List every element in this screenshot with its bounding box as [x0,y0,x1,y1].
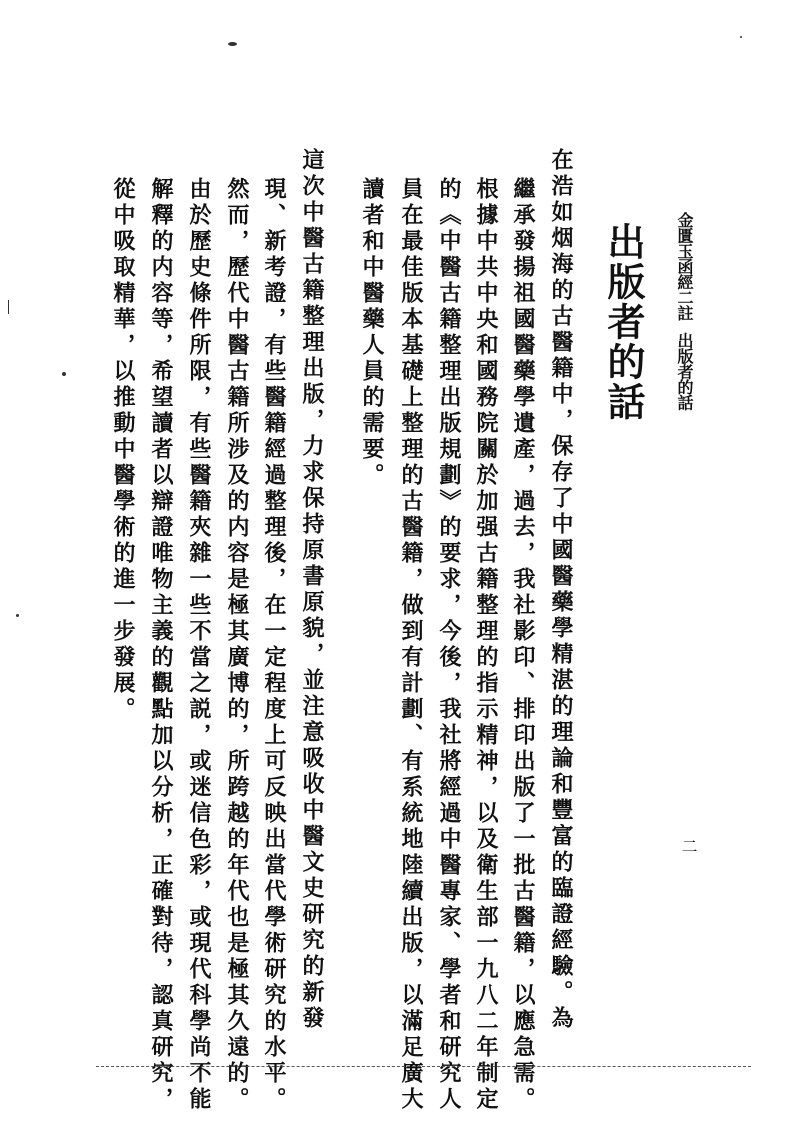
header-book-title: 金匱玉函經二註 [675,212,694,321]
body-line: 的《中醫古籍整理出版規劃》的要求，今後，我社將經過中醫專家、學者和研究人 [436,177,462,1113]
scan-speck [740,36,742,38]
scan-speck [62,372,66,376]
body-line: 然而，歷代中醫古籍所涉及的内容是極其廣博的，所跨越的年代也是極其久遠的。 [224,177,250,1113]
scan-speck [16,614,19,617]
body-line: 在浩如烟海的古醫籍中，保存了中國醫藥學精湛的理論和豐富的臨證經驗。為 [548,148,574,1032]
header-section-title: 出版者的話 [675,332,694,410]
body-line: 現、新考證，有些醫籍經過整理後，在一定程度上可反映出當代學術研究的水平。 [261,177,287,1113]
body-line: 根據中共中央和國務院關於加强古籍整理的指示精神，以及衛生部一九八二年制定 [473,177,499,1113]
body-line: 解釋的内容等，希望讀者以辯證唯物主義的觀點加以分析，正確對待，認真研究， [148,177,174,1113]
page-number: 二 [679,838,698,854]
running-header [676,212,692,410]
body-line: 由於歷史條件所限，有些醫籍夾雜一些不當之説，或迷信色彩，或現代科學尚不能 [186,177,212,1113]
body-line: 這次中醫古籍整理出版，力求保持原書原貌，並注意吸收中醫文史研究的新發 [299,148,325,1032]
body-line: 從中吸取精華，以推動中醫學術的進一步發展。 [110,177,136,723]
scan-speck [8,300,9,314]
page-title: 出版者的話 [601,222,646,422]
body-line: 讀者和中醫藥人員的需要。 [359,177,385,489]
body-line: 繼承發揚祖國醫藥學遺產，過去，我社影印、排印出版了一批古醫籍，以應急需。 [510,177,536,1113]
scan-speck [228,42,237,46]
body-line: 員在最佳版本基礎上整理的古醫籍，做到有計劃、有系統地陸續出版，以滿足廣大 [398,177,424,1113]
bottom-rule [96,1066,751,1067]
